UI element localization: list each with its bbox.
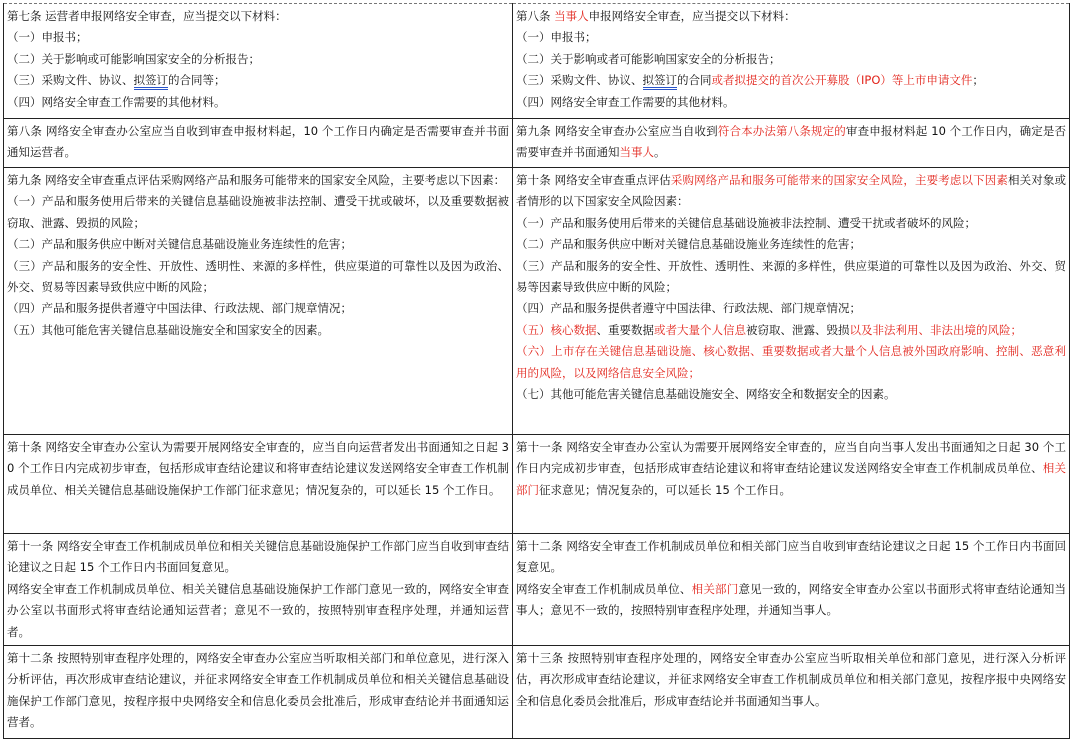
clause-text: 第十条 网络安全审查重点评估 — [516, 173, 671, 187]
clause-text: 被窃取、泄露、毁损 — [746, 322, 850, 337]
clause-paragraph — [516, 213, 1066, 234]
old-version-cell — [4, 534, 513, 646]
clause-text: 申报网络安全审查，应当提交以下材料： — [588, 9, 796, 23]
new-version-cell — [513, 646, 1070, 739]
revised-text: 采购网络产品和服务可能带来的国家安全风险，主要考虑以下因素 — [670, 173, 1009, 187]
old-version-cell — [4, 119, 513, 168]
clause-text: （一）申报书； — [516, 30, 597, 45]
revised-text: 符合本办法第八条规定的 — [717, 124, 846, 138]
clause-text: （五）其他可能危害关键信息基础设施安全和国家安全的因素。 — [7, 322, 329, 337]
table-row — [4, 168, 1070, 435]
table-row — [4, 534, 1070, 646]
clause-paragraph — [516, 121, 1066, 164]
revised-text: 以及非法利用、非法出境的风险； — [849, 322, 1022, 337]
old-version-cell — [4, 168, 513, 435]
table-row — [4, 435, 1070, 534]
clause-text: 第十二条 按照特别审查程序处理的，网络安全审查办公室应当听取相关部门和单位意见，进行深入分析评估，再次形成审查结论建议，并征求网络安全审查工作机制成员单位和相关关键信息基础设施保护工作部门意见，按程序报中央网络安全和信息化委员会批准后，形成审查结论并书面通知运营者。 — [7, 651, 509, 730]
clause-paragraph — [516, 49, 1066, 70]
clause-paragraph — [516, 256, 1066, 299]
clause-text: 第十一条 网络安全审查办公室认为需要开展网络安全审查的，应当自向当事人发出书面通知之日起 30 个工作日内完成初步审查，包括形成审查结论建议和将审查结论建议发送网络安全审查工作机制成员单位、 — [516, 440, 1066, 476]
clause-paragraph — [516, 170, 1066, 213]
clause-text: 第十一条 网络安全审查工作机制成员单位和相关关键信息基础设施保护工作部门应当自收到审查结论建议之日起 15 个工作日内书面回复意见。 — [7, 539, 509, 575]
clause-text: （一）申报书； — [7, 30, 88, 45]
clause-text: 第八条 网络安全审查办公室应当自收到审查申报材料起，10 个工作日内确定是否需要审查并书面通知运营者。 — [7, 124, 509, 160]
clause-paragraph — [7, 536, 509, 579]
new-version-cell — [513, 119, 1070, 168]
clause-text: （二）关于影响或者可能影响国家安全的分析报告； — [516, 51, 781, 66]
clause-paragraph — [516, 92, 1066, 113]
old-version-cell — [4, 435, 513, 534]
document-page — [3, 3, 1067, 739]
clause-text: 第十二条 网络安全审查工作机制成员单位和相关部门应当自收到审查结论建议之日起 15 个工作日内书面回复意见。 — [516, 539, 1066, 575]
underlined-text: 拟签订 — [643, 73, 678, 90]
revised-text: 当事人 — [619, 145, 654, 160]
clause-text: （四）产品和服务提供者遵守中国法律、行政法规、部门规章情况； — [516, 301, 861, 316]
clause-text: （二）产品和服务供应中断对关键信息基础设施业务连续性的危害； — [516, 237, 861, 252]
new-version-cell — [513, 168, 1070, 435]
clause-paragraph — [516, 320, 1066, 341]
clause-text: 第八条 — [516, 9, 555, 23]
clause-paragraph — [7, 27, 509, 48]
clause-text: ； — [972, 73, 984, 88]
clause-text: （一）产品和服务使用后带来的关键信息基础设施被非法控制、遭受干扰或者破坏的风险； — [516, 215, 976, 230]
clause-paragraph — [7, 121, 509, 164]
clause-paragraph — [516, 298, 1066, 319]
clause-text: （四）网络安全审查工作需要的其他材料。 — [7, 94, 226, 109]
clause-paragraph — [7, 256, 509, 299]
revised-text: 或者拟提交的首次公开募股（IPO）等上市申请文件 — [711, 73, 973, 88]
clause-text: 相关对象或者情形的以下国家安全风险因素： — [516, 173, 1067, 209]
clause-text: 网络安全审查工作机制成员单位、相关关键信息基础设施保护工作部门意见一致的，网络安全审查办公室以书面形式将审查结论通知运营者；意见不一致的，按照特别审查程序处理，并通知运营者。 — [7, 581, 509, 639]
underlined-text: 拟签订 — [134, 73, 169, 90]
old-version-cell — [4, 4, 513, 119]
clause-text: （一）产品和服务使用后带来的关键信息基础设施被非法控制、遭受干扰或破坏，以及重要数据被窃取、泄露、毁损的风险； — [7, 194, 509, 230]
clause-paragraph — [516, 341, 1066, 384]
clause-paragraph — [7, 70, 509, 91]
clause-paragraph — [7, 298, 509, 319]
comparison-table-body — [4, 4, 1070, 739]
clause-text: （三）产品和服务的安全性、开放性、透明性、来源的多样性，供应渠道的可靠性以及因为政治、外交、贸易等因素导致供应中断的风险； — [7, 258, 509, 295]
clause-paragraph — [516, 27, 1066, 48]
clause-text: （四）产品和服务提供者遵守中国法律、行政法规、部门规章情况； — [7, 301, 352, 316]
clause-paragraph — [7, 191, 509, 234]
revised-text: （五）核心数据 — [516, 322, 597, 337]
clause-text: 征求意见；情况复杂的，可以延长 15 个工作日。 — [539, 482, 791, 497]
clause-text: （七）其他可能危害关键信息基础设施安全、网络安全和数据安全的因素。 — [516, 387, 896, 402]
revised-text: 相关部门 — [691, 581, 739, 596]
new-version-cell — [513, 435, 1070, 534]
clause-text: 第七条 运营者申报网络安全审查，应当提交以下材料： — [7, 9, 287, 23]
clause-paragraph — [516, 234, 1066, 255]
clause-paragraph — [7, 437, 509, 501]
clause-paragraph — [7, 92, 509, 113]
old-version-cell — [4, 646, 513, 739]
clause-text: 的合同等； — [168, 73, 226, 88]
clause-paragraph — [7, 579, 509, 643]
revised-text: 或者大量个人信息 — [654, 322, 746, 337]
clause-paragraph — [7, 234, 509, 255]
clause-text: 第九条 网络安全审查重点评估采购网络产品和服务可能带来的国家安全风险，主要考虑以下因素： — [7, 173, 506, 187]
table-row — [4, 119, 1070, 168]
clause-text: （四）网络安全审查工作需要的其他材料。 — [516, 94, 735, 109]
clause-paragraph — [516, 384, 1066, 405]
comparison-table — [3, 3, 1070, 739]
clause-paragraph — [516, 6, 1066, 27]
clause-paragraph — [7, 6, 509, 27]
clause-paragraph — [516, 536, 1066, 579]
clause-text: （二）关于影响或可能影响国家安全的分析报告； — [7, 51, 260, 66]
table-row — [4, 4, 1070, 119]
clause-paragraph — [7, 49, 509, 70]
revised-text: 相关部门 — [516, 461, 1067, 497]
clause-text: （三）产品和服务的安全性、开放性、透明性、来源的多样性，供应渠道的可靠性以及因为政治、外交、贸易等因素导致供应中断的风险； — [516, 258, 1066, 295]
clause-paragraph — [7, 648, 509, 734]
clause-paragraph — [516, 70, 1066, 91]
clause-text: 第九条 网络安全审查办公室应当自收到 — [516, 124, 718, 138]
clause-text: 、重要数据 — [596, 322, 654, 337]
revised-text: （六）上市存在关键信息基础设施、核心数据、重要数据或者大量个人信息被外国政府影响、控制、恶意利用的风险，以及网络信息安全风险； — [516, 344, 1066, 380]
new-version-cell — [513, 534, 1070, 646]
clause-paragraph — [516, 648, 1066, 712]
clause-text: （二）产品和服务供应中断对关键信息基础设施业务连续性的危害； — [7, 237, 352, 252]
clause-text: 网络安全审查工作机制成员单位、 — [516, 581, 692, 596]
new-version-cell — [513, 4, 1070, 119]
clause-text: 。 — [654, 145, 666, 160]
clause-text: （三）采购文件、协议、 — [516, 73, 643, 88]
clause-text: 第十三条 按照特别审查程序处理的，网络安全审查办公室应当听取相关单位和部门意见，进行深入分析评估，再次形成审查结论建议，并征求网络安全审查工作机制成员单位和相关部门意见，按程序报中央网络安全和信息化委员会批准后，形成审查结论并书面通知当事人。 — [516, 651, 1066, 708]
clause-paragraph — [516, 437, 1066, 501]
revised-text: 当事人 — [554, 9, 589, 23]
clause-paragraph — [516, 579, 1066, 622]
clause-text: 的合同 — [677, 73, 712, 88]
clause-paragraph — [7, 170, 509, 191]
table-row — [4, 646, 1070, 739]
clause-text: 意见一致的，网络安全审查办公室以书面形式将审查结论通知当事人；意见不一致的，按照特别审查程序处理，并通知当事人。 — [516, 581, 1067, 618]
clause-text: 审查申报材料起 10 个工作日内，确定是否需要审查并书面通知 — [516, 124, 1067, 160]
clause-text: （三）采购文件、协议、 — [7, 73, 134, 88]
clause-paragraph — [7, 320, 509, 341]
clause-text: 第十条 网络安全审查办公室认为需要开展网络安全审查的，应当自向运营者发出书面通知之日起 30 个工作日内完成初步审查，包括形成审查结论建议和将审查结论建议发送网络安全审查工作机制成员单位、相关关键信息基础设施保护工作部门征求意见；情况复杂的，可以延长 15 个工作日。 — [7, 440, 509, 497]
